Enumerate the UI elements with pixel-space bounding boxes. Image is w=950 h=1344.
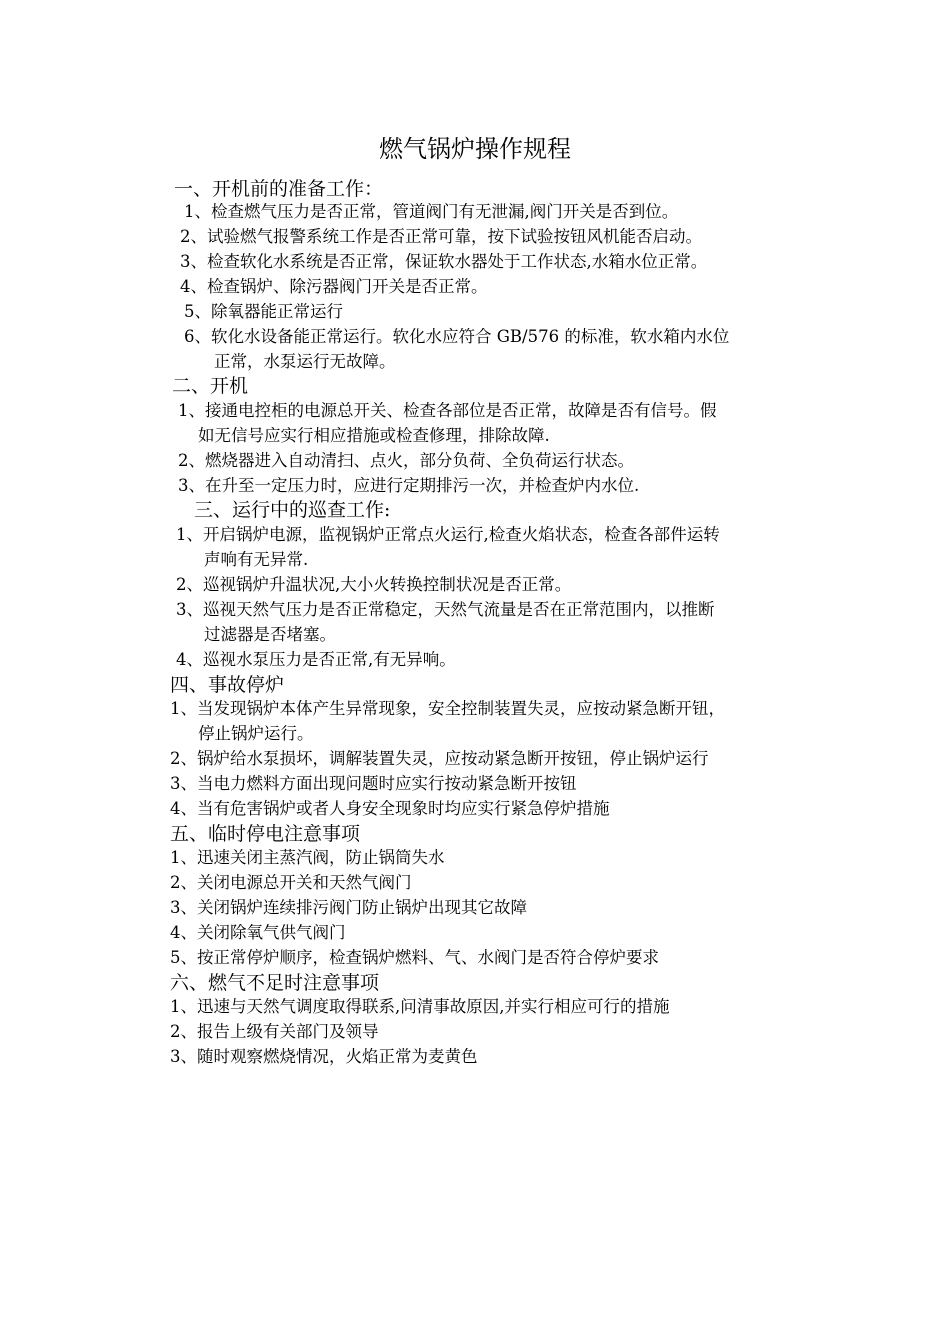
section-heading: 六、燃气不足时注意事项 [170,972,380,994]
list-item: 1、接通电控柜的电源总开关、检查各部位是否正常，故障是否有信号。假 [178,401,717,420]
list-item-continuation: 停止锅炉运行。 [198,724,314,743]
list-item: 2、关闭电源总开关和天然气阀门 [170,873,412,892]
list-item: 2、燃烧器进入自动清扫、点火，部分负荷、全负荷运行状态。 [178,451,634,470]
section-heading: 四、事故停炉 [170,674,285,696]
list-item: 3、随时观察燃烧情况，火焰正常为麦黄色 [170,1047,478,1066]
list-item: 5、按正常停炉顺序，检查锅炉燃料、气、水阀门是否符合停炉要求 [170,948,659,967]
list-item: 6、软化水设备能正常运行。软化水应符合 GB/576 的标准，软水箱内水位 [184,327,730,346]
list-item-continuation: 声响有无异常. [204,550,309,569]
list-item: 3、当电力燃料方面出现问题时应实行按动紧急断开按钮 [170,774,577,793]
list-item: 2、巡视锅炉升温状况,大小火转换控制状况是否正常。 [176,575,572,594]
section-heading: 二、开机 [172,375,249,397]
list-item: 4、当有危害锅炉或者人身安全现象时均应实行紧急停炉措施 [170,799,610,818]
section-heading: 三、运行中的巡查工作: [194,499,391,521]
list-item: 1、迅速关闭主蒸汽阀，防止锅筒失水 [170,848,445,867]
document-title: 燃气锅炉操作规程 [379,135,571,163]
section-heading: 五、临时停电注意事项 [170,823,361,845]
list-item: 1、迅速与天然气调度取得联系,问清事故原因,并实行相应可行的措施 [170,997,670,1016]
list-item: 2、报告上级有关部门及领导 [170,1022,379,1041]
list-item: 1、当发现锅炉本体产生异常现象，安全控制装置失灵，应按动紧急断开钮， [170,699,725,718]
list-item: 4、关闭除氧气供气阀门 [170,923,346,942]
list-item: 1、检查燃气压力是否正常，管道阀门有无泄漏,阀门开关是否到位。 [184,202,679,221]
list-item: 5、除氧器能正常运行 [184,302,343,321]
list-item: 3、巡视天然气压力是否正常稳定，天然气流量是否在正常范围内，以推断 [176,600,715,619]
list-item: 3、在升至一定压力时，应进行定期排污一次，并检查炉内水位. [178,476,640,495]
list-item: 4、检查锅炉、除污器阀门开关是否正常。 [180,277,488,296]
list-item: 1、开启锅炉电源，监视锅炉正常点火运行,检查火焰状态，检查各部件运转 [176,525,720,544]
list-item-continuation: 正常，水泵运行无故障。 [214,352,396,371]
section-heading: 一、开机前的准备工作： [174,178,384,200]
list-item: 4、巡视水泵压力是否正常,有无异响。 [176,650,456,669]
list-item-continuation: 如无信号应实行相应措施或检查修理，排除故障. [198,426,550,445]
list-item: 2、试验燃气报警系统工作是否正常可靠，按下试验按钮风机能否启动。 [180,227,702,246]
list-item: 3、检查软化水系统是否正常，保证软水器处于工作状态,水箱水位正常。 [180,252,708,271]
list-item: 3、关闭锅炉连续排污阀门防止锅炉出现其它故障 [170,898,527,917]
list-item: 2、锅炉给水泵损坏，调解装置失灵，应按动紧急断开按钮，停止锅炉运行 [170,749,709,768]
list-item-continuation: 过滤器是否堵塞。 [204,625,336,644]
